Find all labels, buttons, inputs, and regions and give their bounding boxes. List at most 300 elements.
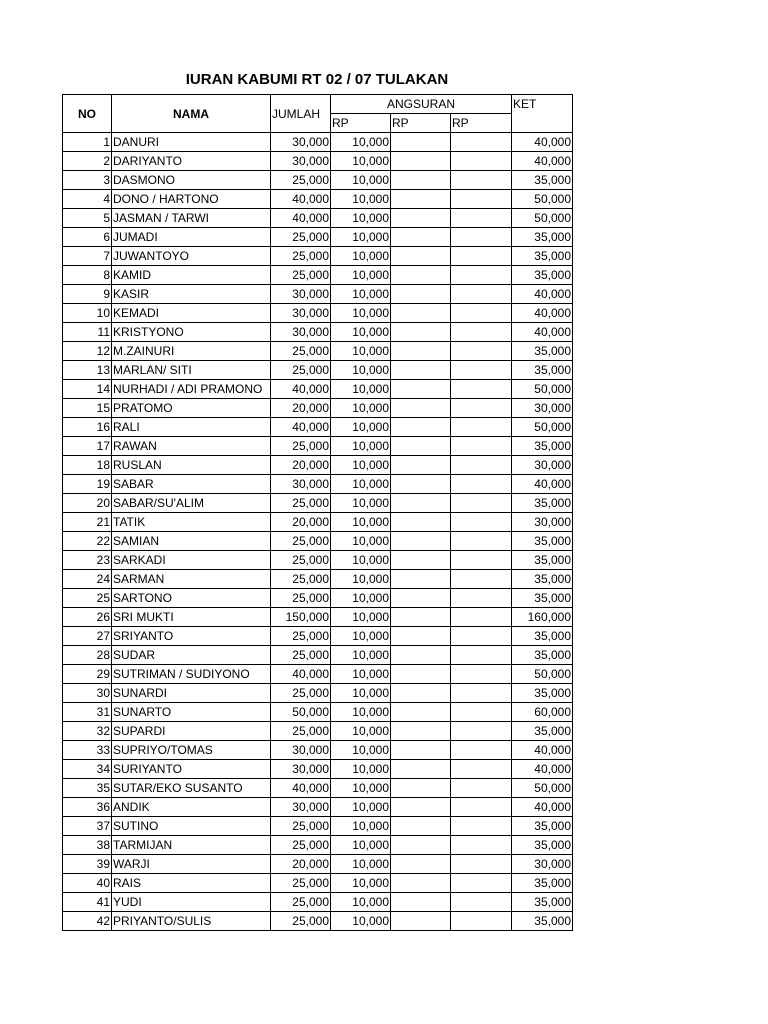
row-rp2 bbox=[391, 665, 451, 684]
row-ket: 35,000 bbox=[512, 722, 573, 741]
row-rp3 bbox=[451, 570, 512, 589]
header-rp-1: RP bbox=[331, 114, 391, 133]
row-nama: SUDAR bbox=[112, 646, 271, 665]
row-nama: SUTRIMAN / SUDIYONO bbox=[112, 665, 271, 684]
row-jumlah: 25,000 bbox=[271, 342, 331, 361]
table-row bbox=[63, 589, 573, 608]
row-rp3 bbox=[451, 665, 512, 684]
row-rp1: 10,000 bbox=[331, 152, 391, 171]
row-rp2 bbox=[391, 418, 451, 437]
row-no: 6 bbox=[63, 228, 112, 247]
row-ket: 35,000 bbox=[512, 912, 573, 931]
row-no: 30 bbox=[63, 684, 112, 703]
row-rp1: 10,000 bbox=[331, 684, 391, 703]
row-jumlah: 40,000 bbox=[271, 209, 331, 228]
row-nama: RALI bbox=[112, 418, 271, 437]
row-no: 11 bbox=[63, 323, 112, 342]
row-rp3 bbox=[451, 551, 512, 570]
row-rp3 bbox=[451, 361, 512, 380]
row-nama: PRIYANTO/SULIS bbox=[112, 912, 271, 931]
row-ket: 35,000 bbox=[512, 589, 573, 608]
row-rp1: 10,000 bbox=[331, 361, 391, 380]
table-row bbox=[63, 836, 573, 855]
row-rp3 bbox=[451, 893, 512, 912]
row-rp3 bbox=[451, 608, 512, 627]
row-nama: JASMAN / TARWI bbox=[112, 209, 271, 228]
row-jumlah: 25,000 bbox=[271, 361, 331, 380]
row-no: 39 bbox=[63, 855, 112, 874]
row-nama: M.ZAINURI bbox=[112, 342, 271, 361]
row-jumlah: 25,000 bbox=[271, 437, 331, 456]
row-ket: 35,000 bbox=[512, 228, 573, 247]
row-no: 31 bbox=[63, 703, 112, 722]
row-rp3 bbox=[451, 722, 512, 741]
row-rp1: 10,000 bbox=[331, 304, 391, 323]
table-row bbox=[63, 361, 573, 380]
row-jumlah: 25,000 bbox=[271, 494, 331, 513]
row-no: 33 bbox=[63, 741, 112, 760]
row-nama: NURHADI / ADI PRAMONO bbox=[112, 380, 271, 399]
row-rp2 bbox=[391, 456, 451, 475]
row-rp1: 10,000 bbox=[331, 912, 391, 931]
row-jumlah: 25,000 bbox=[271, 836, 331, 855]
row-rp2 bbox=[391, 570, 451, 589]
row-rp3 bbox=[451, 760, 512, 779]
table-row bbox=[63, 570, 573, 589]
row-nama: MARLAN/ SITI bbox=[112, 361, 271, 380]
row-jumlah: 30,000 bbox=[271, 304, 331, 323]
row-rp2 bbox=[391, 646, 451, 665]
row-jumlah: 20,000 bbox=[271, 513, 331, 532]
row-ket: 35,000 bbox=[512, 247, 573, 266]
row-rp1: 10,000 bbox=[331, 665, 391, 684]
row-no: 40 bbox=[63, 874, 112, 893]
row-rp3 bbox=[451, 703, 512, 722]
row-rp2 bbox=[391, 817, 451, 836]
row-jumlah: 30,000 bbox=[271, 323, 331, 342]
row-rp2 bbox=[391, 361, 451, 380]
row-rp2 bbox=[391, 304, 451, 323]
header-jumlah: JUMLAH bbox=[271, 95, 331, 133]
row-nama: TARMIJAN bbox=[112, 836, 271, 855]
row-rp2 bbox=[391, 399, 451, 418]
row-jumlah: 50,000 bbox=[271, 703, 331, 722]
row-rp3 bbox=[451, 817, 512, 836]
table-row bbox=[63, 817, 573, 836]
row-jumlah: 25,000 bbox=[271, 551, 331, 570]
row-no: 25 bbox=[63, 589, 112, 608]
row-rp3 bbox=[451, 475, 512, 494]
row-rp3 bbox=[451, 133, 512, 152]
row-jumlah: 20,000 bbox=[271, 456, 331, 475]
row-no: 19 bbox=[63, 475, 112, 494]
row-no: 23 bbox=[63, 551, 112, 570]
table-row bbox=[63, 551, 573, 570]
row-jumlah: 30,000 bbox=[271, 133, 331, 152]
row-rp2 bbox=[391, 760, 451, 779]
row-jumlah: 25,000 bbox=[271, 266, 331, 285]
table-body bbox=[63, 133, 573, 931]
row-ket: 30,000 bbox=[512, 855, 573, 874]
row-rp2 bbox=[391, 551, 451, 570]
row-rp2 bbox=[391, 475, 451, 494]
row-jumlah: 40,000 bbox=[271, 779, 331, 798]
row-no: 20 bbox=[63, 494, 112, 513]
row-ket: 30,000 bbox=[512, 399, 573, 418]
row-rp1: 10,000 bbox=[331, 285, 391, 304]
row-ket: 160,000 bbox=[512, 608, 573, 627]
header-no: NO bbox=[63, 95, 112, 133]
row-no: 7 bbox=[63, 247, 112, 266]
table-row bbox=[63, 209, 573, 228]
row-no: 41 bbox=[63, 893, 112, 912]
row-nama: DARIYANTO bbox=[112, 152, 271, 171]
table-row bbox=[63, 608, 573, 627]
row-rp2 bbox=[391, 323, 451, 342]
row-no: 8 bbox=[63, 266, 112, 285]
header-row-top bbox=[63, 95, 573, 114]
row-no: 21 bbox=[63, 513, 112, 532]
row-rp3 bbox=[451, 399, 512, 418]
row-ket: 40,000 bbox=[512, 323, 573, 342]
row-rp1: 10,000 bbox=[331, 855, 391, 874]
row-nama: KRISTYONO bbox=[112, 323, 271, 342]
row-ket: 40,000 bbox=[512, 285, 573, 304]
row-rp1: 10,000 bbox=[331, 798, 391, 817]
row-rp3 bbox=[451, 456, 512, 475]
row-ket: 30,000 bbox=[512, 513, 573, 532]
row-ket: 35,000 bbox=[512, 570, 573, 589]
row-rp1: 10,000 bbox=[331, 722, 391, 741]
table-row bbox=[63, 874, 573, 893]
row-rp2 bbox=[391, 532, 451, 551]
row-nama: PRATOMO bbox=[112, 399, 271, 418]
table-row bbox=[63, 380, 573, 399]
row-rp3 bbox=[451, 418, 512, 437]
row-no: 9 bbox=[63, 285, 112, 304]
row-ket: 35,000 bbox=[512, 551, 573, 570]
row-nama: SABAR bbox=[112, 475, 271, 494]
row-ket: 50,000 bbox=[512, 380, 573, 399]
row-nama: SABAR/SU'ALIM bbox=[112, 494, 271, 513]
row-rp3 bbox=[451, 912, 512, 931]
table-row bbox=[63, 399, 573, 418]
row-ket: 50,000 bbox=[512, 190, 573, 209]
row-rp2 bbox=[391, 513, 451, 532]
row-rp1: 10,000 bbox=[331, 418, 391, 437]
row-ket: 35,000 bbox=[512, 437, 573, 456]
header-nama: NAMA bbox=[112, 95, 271, 133]
row-ket: 35,000 bbox=[512, 266, 573, 285]
row-no: 15 bbox=[63, 399, 112, 418]
row-ket: 40,000 bbox=[512, 741, 573, 760]
row-rp3 bbox=[451, 779, 512, 798]
row-ket: 40,000 bbox=[512, 152, 573, 171]
header-rp-2: RP bbox=[391, 114, 451, 133]
row-nama: DONO / HARTONO bbox=[112, 190, 271, 209]
row-no: 35 bbox=[63, 779, 112, 798]
sheet-title: IURAN KABUMI RT 02 / 07 TULAKAN bbox=[185, 71, 449, 88]
row-rp3 bbox=[451, 380, 512, 399]
row-no: 4 bbox=[63, 190, 112, 209]
row-rp3 bbox=[451, 513, 512, 532]
row-rp3 bbox=[451, 190, 512, 209]
table-row bbox=[63, 190, 573, 209]
row-nama: SARTONO bbox=[112, 589, 271, 608]
row-jumlah: 25,000 bbox=[271, 532, 331, 551]
row-nama: RAIS bbox=[112, 874, 271, 893]
row-ket: 50,000 bbox=[512, 665, 573, 684]
row-rp3 bbox=[451, 342, 512, 361]
row-no: 38 bbox=[63, 836, 112, 855]
row-jumlah: 30,000 bbox=[271, 741, 331, 760]
row-rp2 bbox=[391, 437, 451, 456]
row-rp1: 10,000 bbox=[331, 475, 391, 494]
table-row bbox=[63, 798, 573, 817]
row-rp3 bbox=[451, 304, 512, 323]
row-no: 5 bbox=[63, 209, 112, 228]
row-ket: 50,000 bbox=[512, 418, 573, 437]
header-ket-blank bbox=[512, 114, 573, 133]
row-rp1: 10,000 bbox=[331, 741, 391, 760]
header-rp-3: RP bbox=[451, 114, 512, 133]
row-nama: JUMADI bbox=[112, 228, 271, 247]
row-rp3 bbox=[451, 589, 512, 608]
table-row bbox=[63, 646, 573, 665]
row-rp2 bbox=[391, 228, 451, 247]
row-no: 18 bbox=[63, 456, 112, 475]
row-no: 17 bbox=[63, 437, 112, 456]
row-nama: SARMAN bbox=[112, 570, 271, 589]
row-nama: TATIK bbox=[112, 513, 271, 532]
row-rp2 bbox=[391, 836, 451, 855]
row-rp2 bbox=[391, 608, 451, 627]
row-rp1: 10,000 bbox=[331, 513, 391, 532]
row-jumlah: 25,000 bbox=[271, 722, 331, 741]
row-rp3 bbox=[451, 247, 512, 266]
table-row bbox=[63, 437, 573, 456]
row-nama: ANDIK bbox=[112, 798, 271, 817]
table-row bbox=[63, 228, 573, 247]
header-ket: KET bbox=[512, 95, 573, 114]
row-ket: 35,000 bbox=[512, 494, 573, 513]
row-jumlah: 25,000 bbox=[271, 893, 331, 912]
row-rp2 bbox=[391, 741, 451, 760]
row-nama: KEMADI bbox=[112, 304, 271, 323]
row-jumlah: 25,000 bbox=[271, 228, 331, 247]
row-ket: 50,000 bbox=[512, 779, 573, 798]
row-rp1: 10,000 bbox=[331, 779, 391, 798]
row-jumlah: 25,000 bbox=[271, 874, 331, 893]
row-jumlah: 30,000 bbox=[271, 475, 331, 494]
row-rp1: 10,000 bbox=[331, 342, 391, 361]
row-nama: SUTINO bbox=[112, 817, 271, 836]
row-rp1: 10,000 bbox=[331, 893, 391, 912]
row-nama: SUNARDI bbox=[112, 684, 271, 703]
row-rp2 bbox=[391, 152, 451, 171]
row-jumlah: 25,000 bbox=[271, 570, 331, 589]
row-rp1: 10,000 bbox=[331, 646, 391, 665]
table-row bbox=[63, 247, 573, 266]
row-rp3 bbox=[451, 836, 512, 855]
row-rp2 bbox=[391, 779, 451, 798]
row-ket: 30,000 bbox=[512, 456, 573, 475]
row-rp1: 10,000 bbox=[331, 703, 391, 722]
row-no: 2 bbox=[63, 152, 112, 171]
row-rp3 bbox=[451, 209, 512, 228]
row-rp1: 10,000 bbox=[331, 190, 391, 209]
row-rp1: 10,000 bbox=[331, 494, 391, 513]
row-rp3 bbox=[451, 266, 512, 285]
row-nama: SUNARTO bbox=[112, 703, 271, 722]
table-row bbox=[63, 760, 573, 779]
row-rp2 bbox=[391, 798, 451, 817]
row-jumlah: 20,000 bbox=[271, 399, 331, 418]
row-jumlah: 40,000 bbox=[271, 190, 331, 209]
table-row bbox=[63, 171, 573, 190]
row-rp2 bbox=[391, 171, 451, 190]
table-row bbox=[63, 494, 573, 513]
row-ket: 35,000 bbox=[512, 646, 573, 665]
row-ket: 40,000 bbox=[512, 304, 573, 323]
row-ket: 35,000 bbox=[512, 532, 573, 551]
row-ket: 40,000 bbox=[512, 133, 573, 152]
table-row bbox=[63, 627, 573, 646]
row-nama: JUWANTOYO bbox=[112, 247, 271, 266]
row-ket: 35,000 bbox=[512, 684, 573, 703]
row-ket: 40,000 bbox=[512, 475, 573, 494]
row-no: 13 bbox=[63, 361, 112, 380]
row-nama: WARJI bbox=[112, 855, 271, 874]
row-ket: 40,000 bbox=[512, 760, 573, 779]
row-jumlah: 40,000 bbox=[271, 418, 331, 437]
row-rp3 bbox=[451, 855, 512, 874]
row-no: 22 bbox=[63, 532, 112, 551]
row-rp3 bbox=[451, 285, 512, 304]
row-ket: 35,000 bbox=[512, 836, 573, 855]
row-rp1: 10,000 bbox=[331, 836, 391, 855]
row-rp1: 10,000 bbox=[331, 551, 391, 570]
table-row bbox=[63, 779, 573, 798]
row-nama: SURIYANTO bbox=[112, 760, 271, 779]
row-rp3 bbox=[451, 684, 512, 703]
table-row bbox=[63, 513, 573, 532]
row-no: 14 bbox=[63, 380, 112, 399]
row-ket: 35,000 bbox=[512, 361, 573, 380]
row-jumlah: 25,000 bbox=[271, 912, 331, 931]
row-nama: DANURI bbox=[112, 133, 271, 152]
table-row bbox=[63, 342, 573, 361]
row-rp3 bbox=[451, 798, 512, 817]
row-ket: 60,000 bbox=[512, 703, 573, 722]
row-rp2 bbox=[391, 684, 451, 703]
row-rp3 bbox=[451, 741, 512, 760]
row-jumlah: 25,000 bbox=[271, 684, 331, 703]
row-rp2 bbox=[391, 912, 451, 931]
row-jumlah: 20,000 bbox=[271, 855, 331, 874]
row-nama: SUPRIYO/TOMAS bbox=[112, 741, 271, 760]
row-rp1: 10,000 bbox=[331, 228, 391, 247]
row-rp2 bbox=[391, 133, 451, 152]
row-no: 3 bbox=[63, 171, 112, 190]
row-nama: SRIYANTO bbox=[112, 627, 271, 646]
row-jumlah: 25,000 bbox=[271, 627, 331, 646]
row-rp3 bbox=[451, 532, 512, 551]
row-jumlah: 150,000 bbox=[271, 608, 331, 627]
row-rp1: 10,000 bbox=[331, 874, 391, 893]
row-rp3 bbox=[451, 323, 512, 342]
row-nama: SRI MUKTI bbox=[112, 608, 271, 627]
row-rp1: 10,000 bbox=[331, 456, 391, 475]
row-nama: KAMID bbox=[112, 266, 271, 285]
row-jumlah: 40,000 bbox=[271, 665, 331, 684]
row-jumlah: 25,000 bbox=[271, 247, 331, 266]
row-jumlah: 30,000 bbox=[271, 798, 331, 817]
row-rp3 bbox=[451, 171, 512, 190]
row-no: 37 bbox=[63, 817, 112, 836]
row-rp2 bbox=[391, 627, 451, 646]
row-rp1: 10,000 bbox=[331, 627, 391, 646]
row-rp1: 10,000 bbox=[331, 209, 391, 228]
table-row bbox=[63, 456, 573, 475]
row-no: 28 bbox=[63, 646, 112, 665]
row-rp1: 10,000 bbox=[331, 570, 391, 589]
row-ket: 35,000 bbox=[512, 627, 573, 646]
row-rp2 bbox=[391, 266, 451, 285]
row-rp3 bbox=[451, 152, 512, 171]
row-nama: RAWAN bbox=[112, 437, 271, 456]
contribution-table bbox=[62, 94, 573, 931]
row-nama: SAMIAN bbox=[112, 532, 271, 551]
row-rp1: 10,000 bbox=[331, 532, 391, 551]
table-row bbox=[63, 475, 573, 494]
row-no: 42 bbox=[63, 912, 112, 931]
row-jumlah: 25,000 bbox=[271, 817, 331, 836]
row-nama: SUPARDI bbox=[112, 722, 271, 741]
table-row bbox=[63, 741, 573, 760]
row-rp1: 10,000 bbox=[331, 608, 391, 627]
table-row bbox=[63, 684, 573, 703]
row-no: 34 bbox=[63, 760, 112, 779]
table-row bbox=[63, 893, 573, 912]
row-rp2 bbox=[391, 190, 451, 209]
row-ket: 35,000 bbox=[512, 874, 573, 893]
row-nama: SARKADI bbox=[112, 551, 271, 570]
header-angsuran: ANGSURAN bbox=[331, 95, 512, 114]
table-row bbox=[63, 703, 573, 722]
row-rp2 bbox=[391, 494, 451, 513]
row-ket: 50,000 bbox=[512, 209, 573, 228]
table-row bbox=[63, 912, 573, 931]
row-jumlah: 25,000 bbox=[271, 171, 331, 190]
row-ket: 35,000 bbox=[512, 817, 573, 836]
table-row bbox=[63, 532, 573, 551]
row-rp3 bbox=[451, 494, 512, 513]
row-rp1: 10,000 bbox=[331, 589, 391, 608]
row-rp2 bbox=[391, 380, 451, 399]
row-no: 10 bbox=[63, 304, 112, 323]
row-jumlah: 30,000 bbox=[271, 152, 331, 171]
row-nama: YUDI bbox=[112, 893, 271, 912]
row-rp2 bbox=[391, 285, 451, 304]
table-row bbox=[63, 152, 573, 171]
row-ket: 35,000 bbox=[512, 893, 573, 912]
row-nama: KASIR bbox=[112, 285, 271, 304]
row-rp2 bbox=[391, 209, 451, 228]
row-rp2 bbox=[391, 342, 451, 361]
row-rp1: 10,000 bbox=[331, 266, 391, 285]
row-no: 12 bbox=[63, 342, 112, 361]
